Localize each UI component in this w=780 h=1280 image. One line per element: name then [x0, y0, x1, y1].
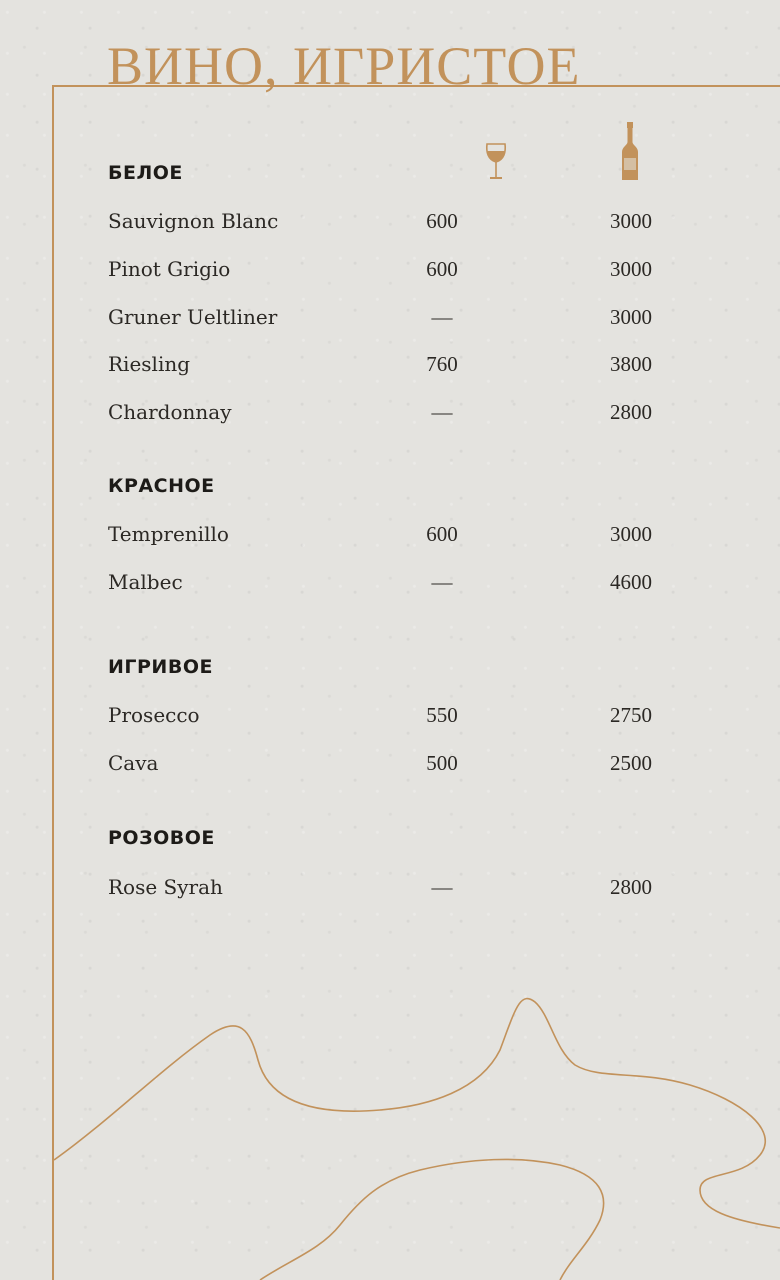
wine-bottle-icon [620, 122, 640, 182]
menu-item [108, 700, 728, 730]
item-name: Chardonnay [108, 400, 232, 424]
price-bottle: 3000 [610, 305, 652, 329]
item-name: Cava [108, 751, 159, 775]
price-glass: — [431, 400, 453, 424]
menu-item [108, 349, 728, 379]
item-name: Gruner Ueltliner [108, 305, 278, 329]
price-glass: 600 [426, 209, 458, 233]
section-title-rose: РОЗОВОЕ [108, 827, 215, 849]
section-title-red: КРАСНОЕ [108, 475, 215, 497]
price-bottle: 3000 [610, 209, 652, 233]
section-title-sparkling: ИГРИВОЕ [108, 656, 213, 678]
wine-glass-icon [484, 142, 508, 182]
page-title: ВИНО, ИГРИСТОЕ [107, 36, 581, 96]
price-glass: 550 [426, 703, 458, 727]
item-name: Sauvignon Blanc [108, 209, 279, 233]
menu-item [108, 519, 728, 549]
item-name: Rose Syrah [108, 875, 223, 899]
item-name: Temprenillo [108, 522, 229, 546]
price-glass: — [431, 570, 453, 594]
price-glass: — [431, 875, 453, 899]
menu-item [108, 206, 728, 236]
price-glass: 600 [426, 522, 458, 546]
menu-item [108, 872, 728, 902]
price-glass: 760 [426, 352, 458, 376]
price-glass: 500 [426, 751, 458, 775]
price-bottle: 3000 [610, 522, 652, 546]
price-bottle: 4600 [610, 570, 652, 594]
menu-item [108, 397, 728, 427]
menu-item [108, 302, 728, 332]
menu-item [108, 254, 728, 284]
menu-item [108, 567, 728, 597]
item-name: Prosecco [108, 703, 200, 727]
item-name: Riesling [108, 352, 191, 376]
price-glass: 600 [426, 257, 458, 281]
menu-item [108, 748, 728, 778]
price-bottle: 3800 [610, 352, 652, 376]
item-name: Malbec [108, 570, 183, 594]
price-bottle: 2800 [610, 400, 652, 424]
decorative-wave-lines [0, 980, 780, 1280]
price-bottle: 2800 [610, 875, 652, 899]
section-title-white: БЕЛОЕ [108, 162, 183, 184]
price-bottle: 2750 [610, 703, 652, 727]
price-bottle: 2500 [610, 751, 652, 775]
frame-top-line [53, 85, 780, 87]
price-glass: — [431, 305, 453, 329]
price-bottle: 3000 [610, 257, 652, 281]
item-name: Pinot Grigio [108, 257, 231, 281]
